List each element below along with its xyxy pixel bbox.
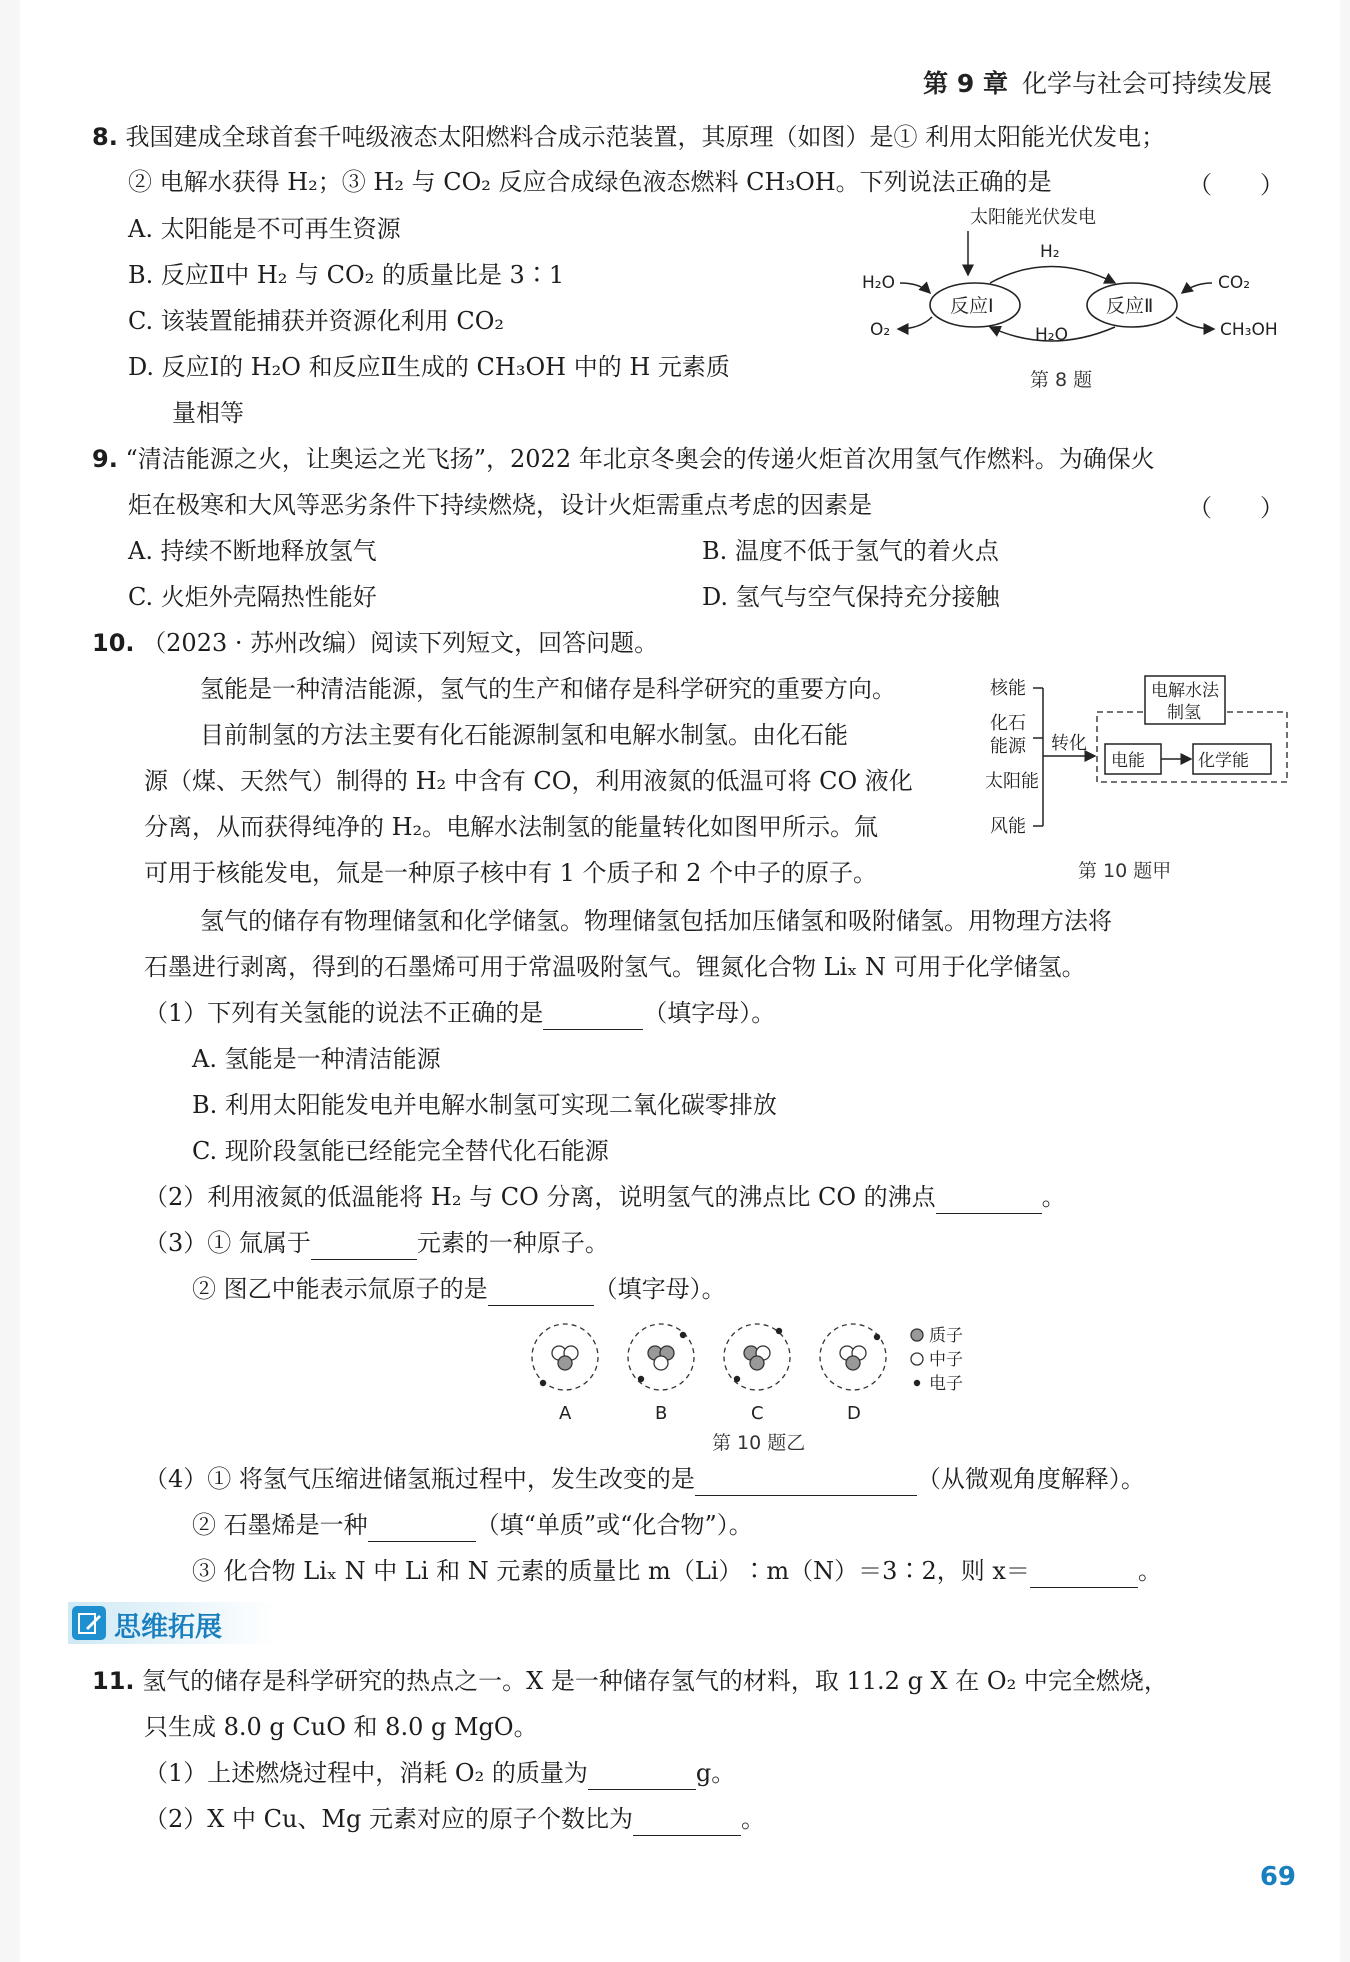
q8-option-d-cont: 量相等 bbox=[172, 399, 244, 427]
q10-energy-figure bbox=[985, 672, 1290, 852]
q10-figure-b-caption: 第 10 题乙 bbox=[712, 1432, 806, 1454]
q10-sub4c bbox=[192, 1554, 1162, 1588]
section-title: 思维拓展 bbox=[114, 1612, 222, 1643]
q10-sub4c-blank[interactable] bbox=[1030, 1561, 1138, 1588]
page-number: 69 bbox=[1259, 1862, 1296, 1892]
q10-sub4b-text: ② 石墨烯是一种 bbox=[192, 1511, 368, 1539]
q8-diagram-top: 太阳能光伏发电 bbox=[970, 207, 1096, 228]
q10-intro: （2023 · 苏州改编）阅读下列短文，回答问题。 bbox=[142, 629, 659, 657]
q8-answer-paren: （ ） bbox=[1188, 171, 1284, 199]
q11-sub1-text: （1）上述燃烧过程中，消耗 O₂ 的质量为 bbox=[144, 1759, 588, 1787]
q11-sub2-tail: 。 bbox=[741, 1805, 765, 1833]
q10-para-2d: 可用于核能发电，氚是一种原子核中有 1 个质子和 2 个中子的原子。 bbox=[144, 859, 878, 887]
q9-option-b: B. 温度不低于氢气的着火点 bbox=[702, 537, 999, 565]
q11-number: 11. bbox=[92, 1667, 135, 1695]
fig-chem-label: 化学能 bbox=[1198, 751, 1249, 771]
q10-para-3a: 氢气的储存有物理储氢和化学储氢。物理储氢包括加压储氢和吸附储氢。用物理方法将 bbox=[200, 907, 1112, 935]
q9-option-a: A. 持续不断地释放氢气 bbox=[128, 537, 377, 565]
atom-b-label: B bbox=[655, 1403, 668, 1424]
q10-sub4a-blank[interactable] bbox=[695, 1469, 917, 1496]
q10-sub4a bbox=[144, 1462, 1145, 1496]
q10-number: 10. bbox=[92, 629, 135, 657]
q8-h2o-left-label: H₂O bbox=[862, 273, 895, 293]
atom-c bbox=[724, 1324, 790, 1390]
q10-sub3b-blank[interactable] bbox=[488, 1279, 594, 1306]
pencil-note-icon bbox=[72, 1606, 106, 1640]
q10-line-intro bbox=[92, 626, 658, 660]
q9-line2: 炬在极寒和大风等恶劣条件下持续燃烧，设计火炬需重点考虑的因素是 bbox=[128, 491, 872, 519]
q10-sub4b-blank[interactable] bbox=[368, 1515, 476, 1542]
atom-c-label: C bbox=[751, 1403, 764, 1424]
q8-option-d: D. 反应Ⅰ的 H₂O 和反应Ⅱ生成的 CH₃OH 中的 H 元素质 bbox=[128, 353, 730, 381]
fig-nuclear-label: 核能 bbox=[990, 678, 1026, 699]
q10-sub3b bbox=[192, 1272, 726, 1306]
fig-elec-label-2: 制氢 bbox=[1167, 703, 1201, 723]
q11-stem-1: 氢气的储存是科学研究的热点之一。X 是一种储存氢气的材料，取 11.2 g X 在 O₂ 中完全燃烧， bbox=[142, 1667, 1168, 1695]
reaction-1-label: 反应Ⅰ bbox=[950, 295, 994, 317]
fig-wind-label: 风能 bbox=[990, 816, 1026, 837]
q10-sub3a-tail: 元素的一种原子。 bbox=[416, 1229, 609, 1257]
section-header bbox=[68, 1602, 278, 1644]
legend-neutron-icon bbox=[911, 1353, 923, 1365]
q10-sub1-text: （1）下列有关氢能的说法不正确的是 bbox=[144, 999, 544, 1027]
legend-electron-icon bbox=[914, 1380, 920, 1386]
q10-sub3a-blank[interactable] bbox=[311, 1233, 417, 1260]
q11-sub2-text: （2）X 中 Cu、Mg 元素对应的原子个数比为 bbox=[144, 1805, 633, 1833]
q8-h2-label: H₂ bbox=[1040, 242, 1060, 262]
q8-number: 8. bbox=[92, 123, 118, 151]
fig-solar-label: 太阳能 bbox=[985, 771, 1039, 792]
q10-sub2 bbox=[144, 1180, 1066, 1214]
q9-option-d: D. 氢气与空气保持充分接触 bbox=[702, 583, 1000, 611]
legend-proton-icon bbox=[911, 1329, 923, 1341]
q10-sub2-text: （2）利用液氮的低温能将 H₂ 与 CO 分离，说明氢气的沸点比 CO 的沸点 bbox=[144, 1183, 936, 1211]
q10-sub3a bbox=[144, 1226, 609, 1260]
q10-sub4a-text: （4）① 将氢气压缩进储氢瓶过程中，发生改变的是 bbox=[144, 1465, 695, 1493]
fig-convert-label: 转化 bbox=[1051, 733, 1087, 754]
q8-ch3oh-label: CH₃OH bbox=[1220, 320, 1278, 340]
q9-stem-1: “清洁能源之火，让奥运之光飞扬”，2022 年北京冬奥会的传递火炬首次用氢气作燃料。为确保火 bbox=[125, 445, 1155, 473]
atom-a bbox=[532, 1324, 598, 1390]
q10-para-3b: 石墨进行剥离，得到的石墨烯可用于常温吸附氢气。锂氮化合物 Liₓ N 可用于化学储氢。 bbox=[144, 953, 1086, 981]
q10-para-2c: 分离，从而获得纯净的 H₂。电解水法制氢的能量转化如图甲所示。氚 bbox=[144, 813, 879, 841]
q10-sub4c-tail: 。 bbox=[1137, 1557, 1162, 1585]
fig-power-label: 电能 bbox=[1111, 751, 1145, 771]
q10-sub1-blank[interactable] bbox=[543, 1003, 643, 1030]
q10-sub4c-text: ③ 化合物 Liₓ N 中 Li 和 N 元素的质量比 m（Li）∶m（N）＝3∶2，则 x＝ bbox=[192, 1557, 1030, 1585]
chapter-title: 化学与社会可持续发展 bbox=[1021, 69, 1272, 98]
q10-sub3a-text: （3）① 氚属于 bbox=[144, 1229, 311, 1257]
q10-para-2b: 源（煤、天然气）制得的 H₂ 中含有 CO，利用液氮的低温可将 CO 液化 bbox=[144, 767, 913, 795]
q8-co2-label: CO₂ bbox=[1218, 273, 1251, 293]
atom-b bbox=[628, 1324, 694, 1390]
q10-sub1-option-c: C. 现阶段氢能已经能完全替代化石能源 bbox=[192, 1137, 609, 1165]
q10-sub2-tail: 。 bbox=[1041, 1183, 1066, 1211]
legend-proton-label: 质子 bbox=[929, 1326, 963, 1346]
q10-sub1 bbox=[144, 996, 775, 1030]
fig-fossil-label-1: 化石 bbox=[990, 713, 1026, 734]
q10-atom-figure bbox=[525, 1315, 1005, 1443]
q10-sub4b bbox=[192, 1508, 753, 1542]
q11-line1 bbox=[92, 1664, 1168, 1698]
reaction-2-label: 反应Ⅱ bbox=[1106, 295, 1154, 317]
q9-answer-paren: （ ） bbox=[1188, 494, 1284, 522]
q9-line1 bbox=[92, 442, 1155, 476]
q11-sub2-blank[interactable] bbox=[633, 1809, 741, 1836]
q9-number: 9. bbox=[92, 445, 118, 473]
q8-option-b: B. 反应Ⅱ中 H₂ 与 CO₂ 的质量比是 3∶1 bbox=[128, 261, 565, 289]
q8-option-a: A. 太阳能是不可再生资源 bbox=[128, 215, 401, 243]
q10-para-2a: 目前制氢的方法主要有化石能源制氢和电解水制氢。由化石能 bbox=[200, 721, 848, 749]
chapter-number: 第 9 章 bbox=[923, 69, 1008, 98]
q8-o2-label: O₂ bbox=[870, 320, 891, 340]
q11-sub1-blank[interactable] bbox=[588, 1763, 696, 1790]
q8-line1 bbox=[92, 120, 1165, 154]
legend-electron-label: 电子 bbox=[929, 1374, 963, 1394]
q10-sub2-blank[interactable] bbox=[936, 1187, 1042, 1214]
q10-para-1: 氢能是一种清洁能源，氢气的生产和储存是科学研究的重要方向。 bbox=[200, 675, 896, 703]
atom-a-label: A bbox=[559, 1403, 572, 1424]
q10-sub1-option-b: B. 利用太阳能发电并电解水制氢可实现二氧化碳零排放 bbox=[192, 1091, 777, 1119]
fig-elec-label-1: 电解水法 bbox=[1151, 681, 1219, 701]
q8-option-c: C. 该装置能捕获并资源化利用 CO₂ bbox=[128, 307, 505, 335]
q11-line2: 只生成 8.0 g CuO 和 8.0 g MgO。 bbox=[144, 1713, 538, 1741]
q9-option-c: C. 火炬外壳隔热性能好 bbox=[128, 583, 377, 611]
atom-d-label: D bbox=[847, 1403, 861, 1424]
q8-h2o-mid-label: H₂O bbox=[1035, 325, 1068, 345]
chapter-header bbox=[923, 64, 1272, 100]
q10-sub1-option-a: A. 氢能是一种清洁能源 bbox=[192, 1045, 441, 1073]
q8-figure-caption: 第 8 题 bbox=[1030, 369, 1093, 391]
atom-d bbox=[820, 1324, 886, 1390]
q10-figure-a-caption: 第 10 题甲 bbox=[1078, 860, 1172, 882]
fig-fossil-label-2: 能源 bbox=[990, 736, 1026, 757]
q10-sub3b-text: ② 图乙中能表示氚原子的是 bbox=[192, 1275, 488, 1303]
q11-sub2 bbox=[144, 1802, 765, 1836]
q10-sub1-tail: （填字母）。 bbox=[643, 999, 776, 1027]
q8-line2: ② 电解水获得 H₂；③ H₂ 与 CO₂ 反应合成绿色液态燃料 CH₃OH。下列说法正确的是 bbox=[128, 168, 1052, 196]
q11-sub1 bbox=[144, 1756, 735, 1790]
q10-sub3b-tail: （填字母）。 bbox=[593, 1275, 726, 1303]
q8-stem-1: 我国建成全球首套千吨级液态太阳燃料合成示范装置，其原理（如图）是① 利用太阳能光伏发电； bbox=[125, 123, 1166, 151]
q11-sub1-tail: g。 bbox=[695, 1759, 736, 1787]
q10-sub4a-tail: （从微观角度解释）。 bbox=[916, 1465, 1145, 1493]
q10-sub4b-tail: （填“单质”或“化合物”）。 bbox=[475, 1511, 753, 1539]
legend-neutron-label: 中子 bbox=[929, 1350, 963, 1370]
